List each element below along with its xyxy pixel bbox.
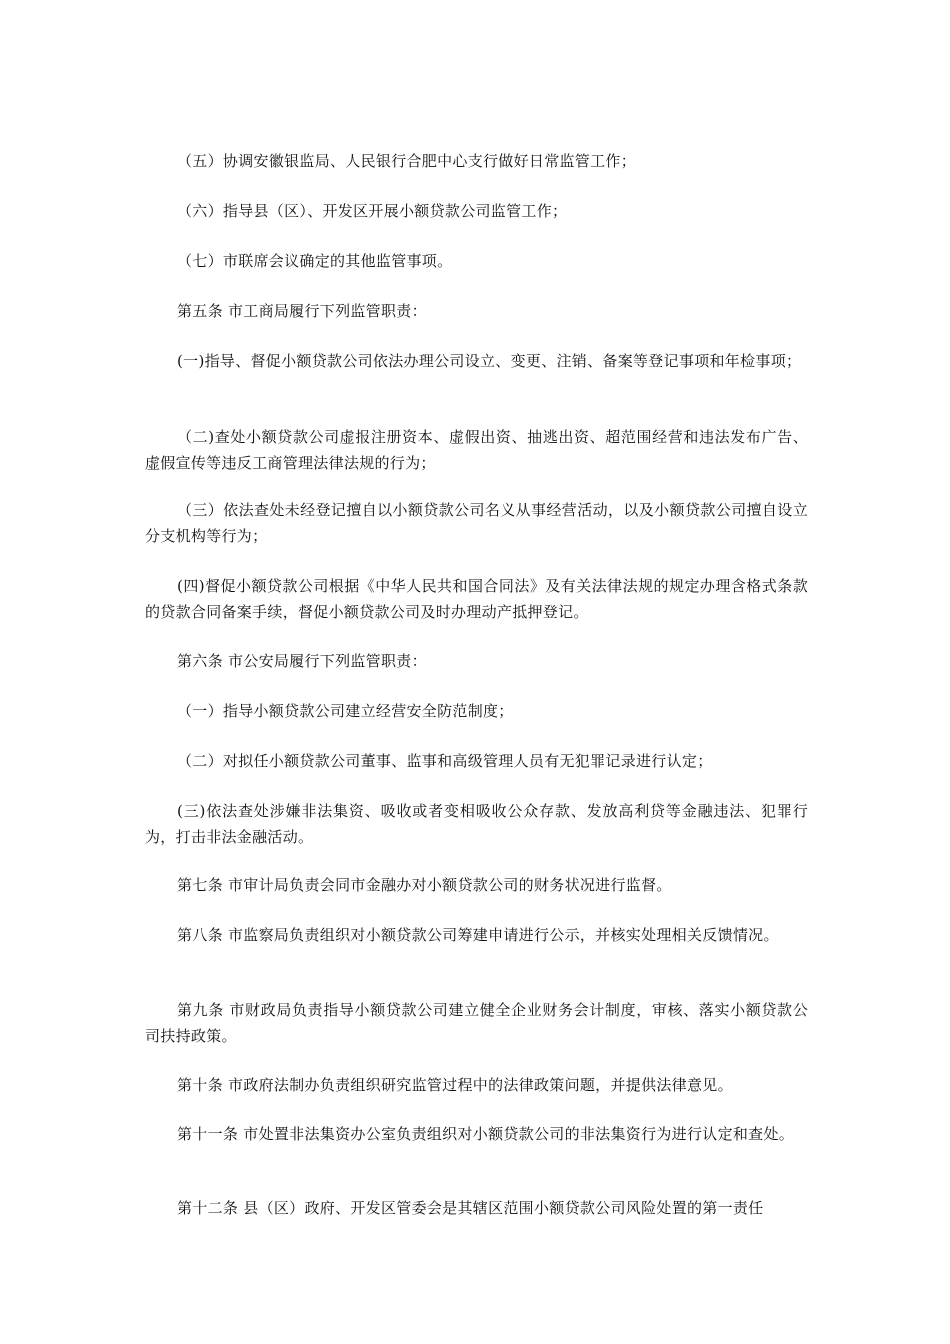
paragraph-item-6: （六）指导县（区）、开发区开展小额贷款公司监管工作；	[177, 202, 568, 220]
article-6-item-3: (三)依法查处涉嫌非法集资、吸收或者变相吸收公众存款、发放高利贷等金融违法、犯罪行为，打击非法金融活动。	[145, 802, 808, 846]
article-5-item-4: (四)督促小额贷款公司根据《中华人民共和国合同法》及有关法律法规的规定办理含格式条款的贷款合同备案手续，督促小额贷款公司及时办理动产抵押登记。	[145, 577, 808, 621]
article-12: 第十二条 县（区）政府、开发区管委会是其辖区范围小额贷款公司风险处置的第一责任	[177, 1199, 764, 1217]
article-6-item-1: （一）指导小额贷款公司建立经营安全防范制度；	[177, 702, 514, 720]
article-9: 第九条 市财政局负责指导小额贷款公司建立健全企业财务会计制度，审核、落实小额贷款公司扶持政策。	[145, 1001, 808, 1045]
article-5-item-1: (一)指导、督促小额贷款公司依法办理公司设立、变更、注销、备案等登记事项和年检事项；	[177, 352, 802, 370]
article-6-item-2: （二）对拟任小额贷款公司董事、监事和高级管理人员有无犯罪记录进行认定；	[177, 752, 713, 770]
article-11: 第十一条 市处置非法集资办公室负责组织对小额贷款公司的非法集资行为进行认定和查处。	[177, 1125, 795, 1143]
article-6-heading: 第六条 市公安局履行下列监管职责：	[177, 652, 427, 670]
article-7: 第七条 市审计局负责会同市金融办对小额贷款公司的财务状况进行监督。	[177, 876, 672, 894]
article-5-item-3: （三）依法查处未经登记擅自以小额贷款公司名义从事经营活动，以及小额贷款公司擅自设立分支机构等行为；	[145, 501, 808, 545]
article-5-item-2: （二)查处小额贷款公司虚报注册资本、虚假出资、抽逃出资、超范围经营和违法发布广告、虚假宣传等违反工商管理法律法规的行为；	[145, 428, 808, 472]
article-5-heading: 第五条 市工商局履行下列监管职责：	[177, 302, 427, 320]
article-8: 第八条 市监察局负责组织对小额贷款公司筹建申请进行公示，并核实处理相关反馈情况。	[177, 926, 779, 944]
paragraph-item-5: （五）协调安徽银监局、人民银行合肥中心支行做好日常监管工作；	[177, 152, 637, 170]
paragraph-item-7: （七）市联席会议确定的其他监管事项。	[177, 252, 453, 270]
article-10: 第十条 市政府法制办负责组织研究监管过程中的法律政策问题，并提供法律意见。	[177, 1076, 733, 1094]
